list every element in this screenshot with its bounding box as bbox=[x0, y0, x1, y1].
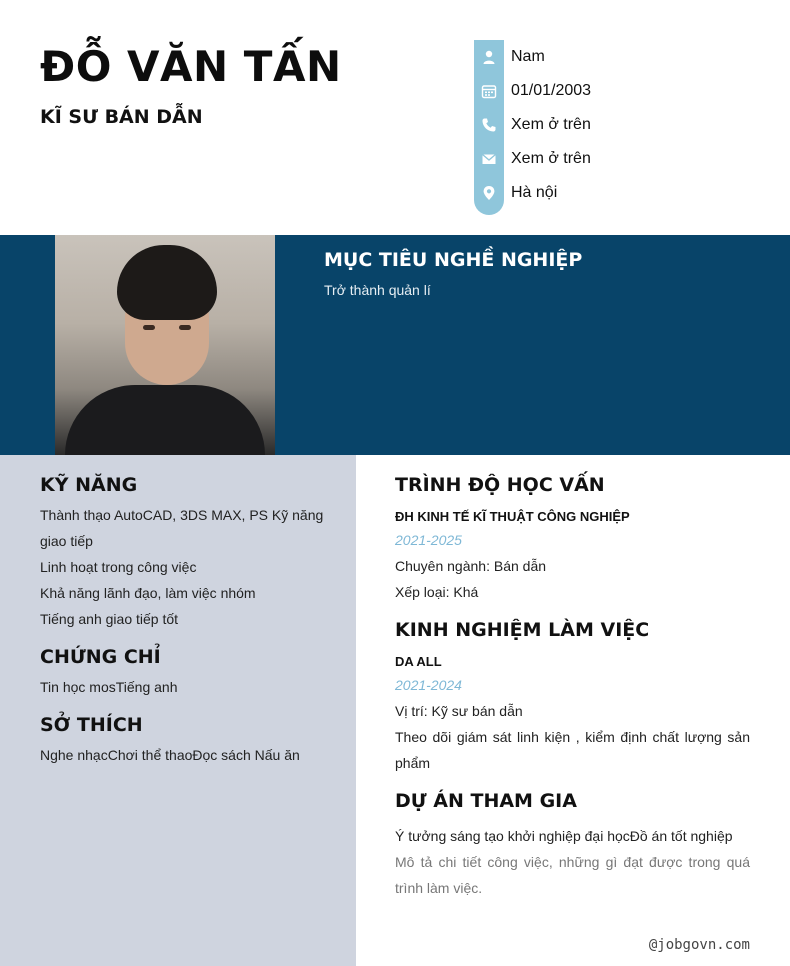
contact-birthday bbox=[474, 79, 754, 103]
experience-heading: KINH NGHIỆM LÀM VIỆC bbox=[395, 619, 650, 641]
location-icon bbox=[474, 181, 504, 205]
hobbies-text: Nghe nhạcChơi thể thaoĐọc sách Nấu ăn bbox=[40, 747, 300, 763]
list-item: Khả năng lãnh đạo, làm việc nhóm bbox=[40, 585, 256, 601]
education-school: ĐH KINH TẾ KĨ THUẬT CÔNG NGHIỆP bbox=[395, 509, 630, 524]
education-major: Chuyên ngành: Bán dẫn bbox=[395, 558, 547, 574]
calendar-icon bbox=[474, 79, 504, 103]
contact-address-value: Hà nội bbox=[511, 184, 558, 201]
education-rank: Xếp loại: Khá bbox=[395, 584, 479, 600]
list-item: Thành thạo AutoCAD, 3DS MAX, PS Kỹ năng giao tiếp bbox=[40, 507, 324, 549]
objective-heading: MỤC TIÊU NGHỀ NGHIỆP bbox=[324, 249, 583, 271]
contact-email-value: Xem ở trên bbox=[511, 150, 591, 167]
list-item: Tiếng anh giao tiếp tốt bbox=[40, 611, 179, 627]
hobbies-heading: SỞ THÍCH bbox=[40, 714, 143, 736]
contact-gender bbox=[474, 45, 754, 69]
candidate-name: ĐỖ VĂN TẤN bbox=[40, 42, 342, 91]
objective-text: Trở thành quản lí bbox=[324, 282, 431, 298]
contact-phone bbox=[474, 113, 754, 137]
candidate-position: KĨ SƯ BÁN DẪN bbox=[40, 106, 203, 128]
skills-heading: KỸ NĂNG bbox=[40, 474, 138, 496]
list-item: Linh hoạt trong công việc bbox=[40, 559, 197, 575]
certificates-heading: CHỨNG CHỈ bbox=[40, 646, 161, 668]
experience-description: Theo dõi giám sát linh kiện , kiểm định chất lượng sản phẩm bbox=[395, 729, 750, 771]
project-description: Mô tả chi tiết công việc, những gì đạt được trong quá trình làm việc. bbox=[395, 854, 750, 896]
experience-role: Vị trí: Kỹ sư bán dẫn bbox=[395, 703, 523, 719]
experience-period: 2021-2024 bbox=[395, 677, 462, 693]
person-icon bbox=[474, 45, 504, 69]
education-heading: TRÌNH ĐỘ HỌC VẤN bbox=[395, 474, 605, 496]
education-period: 2021-2025 bbox=[395, 532, 462, 548]
project-name: Ý tưởng sáng tạo khởi nghiệp đại họcĐồ án tốt nghiệp bbox=[395, 828, 733, 844]
watermark: @jobgovn.com bbox=[648, 937, 750, 953]
experience-company: DA ALL bbox=[395, 654, 442, 669]
contact-phone-value: Xem ở trên bbox=[511, 116, 591, 133]
skills-list bbox=[40, 502, 330, 632]
contact-address bbox=[474, 181, 754, 205]
phone-icon bbox=[474, 113, 504, 137]
contact-birthday-value: 01/01/2003 bbox=[511, 82, 592, 99]
mail-icon bbox=[474, 147, 504, 171]
education-details bbox=[395, 553, 750, 605]
profile-photo bbox=[55, 235, 275, 455]
contact-gender-value: Nam bbox=[511, 48, 545, 65]
projects-heading: DỰ ÁN THAM GIA bbox=[395, 790, 577, 812]
certificates-text: Tin học mosTiếng anh bbox=[40, 679, 178, 695]
contact-email bbox=[474, 147, 754, 171]
